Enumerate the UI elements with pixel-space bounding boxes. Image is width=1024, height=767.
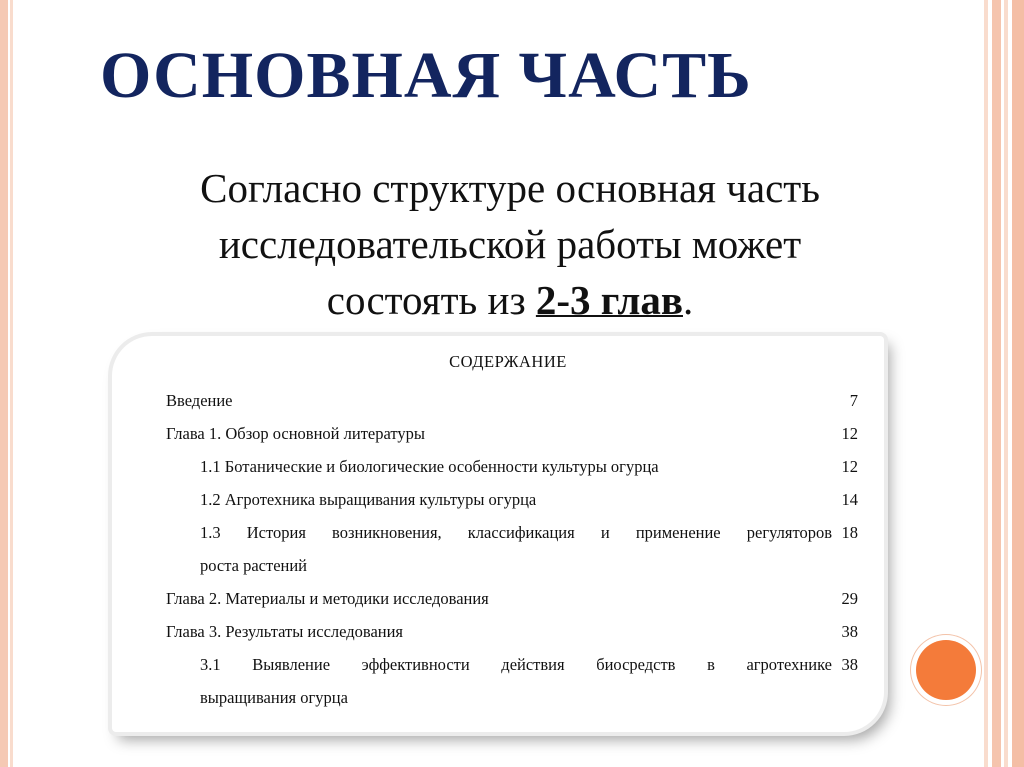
- toc-page-number: 29: [841, 589, 858, 608]
- toc-row-continuation: выращивания огурца: [200, 688, 348, 707]
- toc-page-number: 14: [841, 490, 858, 509]
- toc-page-number: 12: [841, 457, 858, 476]
- table-of-contents: [150, 352, 866, 714]
- toc-row: [150, 384, 866, 417]
- toc-entry-text: 1.3 История возникновения, классификация и применение регуляторов: [200, 523, 832, 542]
- toc-entry-text: 3.1 Выявление эффективности действия биосредств в агротехнике: [200, 655, 832, 674]
- toc-page-number: 38: [841, 655, 858, 674]
- lead-period: .: [682, 277, 694, 323]
- toc-entry-text: 1.2 Агротехника выращивания культуры огурца: [200, 490, 537, 509]
- toc-entry-text: Глава 1. Обзор основной литературы: [166, 424, 425, 443]
- right-decor-stripe: [1004, 0, 1008, 767]
- toc-row: [150, 516, 866, 549]
- lead-emphasis: 2-3 глав: [535, 277, 683, 323]
- slide-title: ОСНОВНАЯ ЧАСТЬ: [100, 39, 752, 112]
- toc-row: [150, 582, 866, 615]
- toc-entry-text: Введение: [166, 391, 233, 410]
- decor-circle-icon: [916, 640, 976, 700]
- toc-page-number: 38: [841, 622, 858, 641]
- toc-row: [150, 450, 866, 483]
- lead-line: [80, 272, 940, 328]
- left-decor-stripe-thin: [10, 0, 13, 767]
- lead-line: исследовательской работы может: [218, 221, 802, 267]
- toc-row: [150, 417, 866, 450]
- toc-entry-text: Глава 3. Результаты исследования: [166, 622, 404, 641]
- right-decor-stripe: [984, 0, 988, 767]
- lead-text: состоять из: [326, 277, 536, 323]
- toc-entry-text: 1.1 Ботанические и биологические особенности культуры огурца: [200, 457, 659, 476]
- toc-page-number: 12: [841, 424, 858, 443]
- toc-heading: СОДЕРЖАНИЕ: [449, 352, 567, 371]
- lead-line: Согласно структуре основная часть: [200, 165, 820, 211]
- toc-page-number: 18: [841, 523, 858, 542]
- toc-row: [150, 483, 866, 516]
- toc-row-continuation: роста растений: [200, 556, 308, 575]
- lead-paragraph: [80, 160, 940, 328]
- toc-entry-text: Глава 2. Материалы и методики исследования: [166, 589, 489, 608]
- toc-page-number: 7: [849, 391, 858, 410]
- right-decor-stripe: [992, 0, 1001, 767]
- toc-row: [150, 615, 866, 648]
- left-decor-stripe: [0, 0, 8, 767]
- toc-row: [150, 648, 866, 681]
- right-decor-stripe: [1012, 0, 1024, 767]
